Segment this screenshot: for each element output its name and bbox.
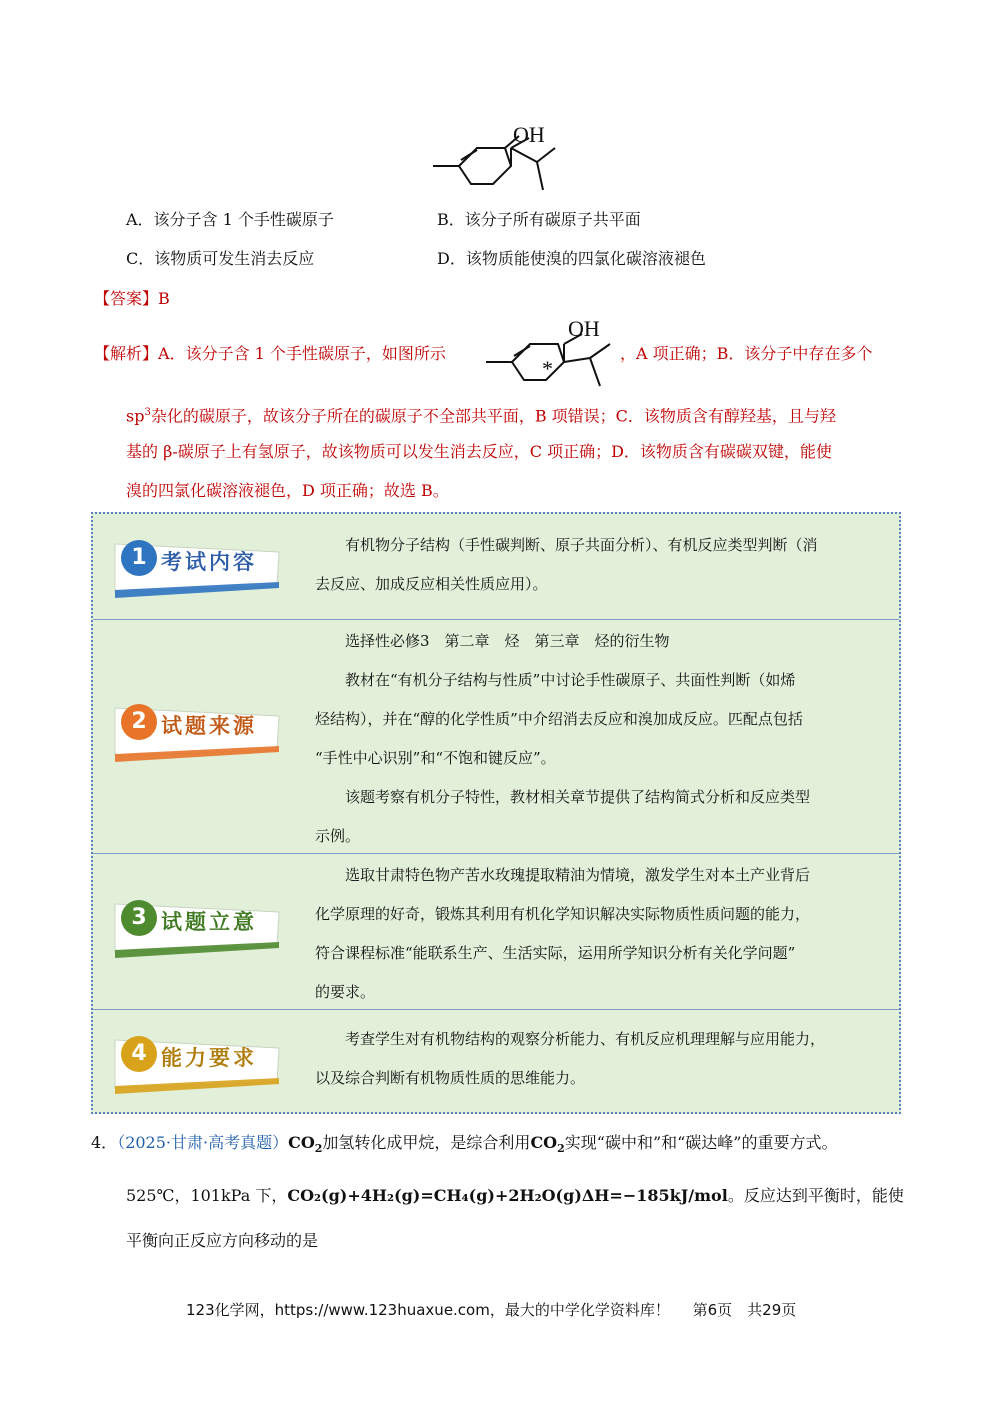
row-content [315, 526, 895, 604]
table-row-source [93, 619, 899, 853]
page-number: 第6页 共29页 [692, 1301, 797, 1319]
row-content-line: 有机物分子结构（手性碳判断、原子共面分析）、有机反应类型判断（消 [345, 536, 818, 554]
row-badge [111, 536, 281, 598]
chiral-star: * [542, 356, 553, 381]
co2-text-2: CO [530, 1133, 558, 1152]
analysis-line-2 [126, 393, 836, 435]
co2-subscript-2: 2 [557, 1142, 565, 1156]
co2-subscript: 2 [314, 1142, 323, 1156]
row-number: 2 [121, 704, 157, 740]
analysis-molecule [478, 312, 628, 394]
option-b: B．该分子所有碳原子共平面 [437, 210, 641, 229]
row-content-line: 选取甘肃特色物产苦水玫瑰提取精油为情境，激发学生对本土产业背后 [345, 866, 811, 884]
option-a: A．该分子含 1 个手性碳原子 [126, 210, 334, 229]
row-content-line: 的要求。 [315, 983, 376, 1001]
row-content [315, 1020, 895, 1098]
row-title: 能力要求 [161, 1046, 257, 1070]
row-badge [111, 1032, 281, 1094]
question-number: 4． [91, 1133, 118, 1152]
row-title: 试题立意 [161, 910, 257, 934]
info-table [91, 512, 901, 1114]
co2-text: CO [288, 1133, 315, 1152]
question-4-line-2 [126, 1183, 904, 1206]
row-content-line: 符合课程标准“能联系生产、生活实际，运用所学知识分析有关化学问题” [315, 944, 796, 962]
molecule-structure [425, 118, 575, 198]
row-content [315, 622, 895, 856]
analysis-line-4: 溴的四氯化碳溶液褪色，D 项正确；故选 B。 [126, 481, 449, 500]
row-content-line: 该题考察有机分子特性，教材相关章节提供了结构简式分析和反应类型 [345, 788, 811, 806]
footer [186, 1299, 796, 1320]
question-text-1: 加氢转化成甲烷，是综合利用 [322, 1133, 531, 1152]
row-content-line: 选择性必修3 第二章 烃 第三章 烃的衍生物 [345, 632, 670, 650]
table-row-intent [93, 853, 899, 1009]
row-content-line: 烃结构），并在“醇的化学性质”中介绍消去反应和溴加成反应。匹配点包括 [315, 710, 803, 728]
analysis-oh-label: OH [568, 316, 600, 341]
question-text-2: 实现“碳中和”和“碳达峰”的重要方式。 [564, 1133, 838, 1152]
option-d: D．该物质能使溴的四氯化碳溶液褪色 [437, 249, 706, 268]
row-badge [111, 896, 281, 958]
reaction-condition: 525℃，101kPa 下， [126, 1186, 288, 1205]
row-content-line: 教材在“有机分子结构与性质”中讨论手性碳原子、共面性判断（如烯 [345, 671, 796, 689]
answer-line [94, 286, 170, 309]
row-number: 3 [121, 900, 157, 936]
row-content-line: 考查学生对有机物结构的观察分析能力、有机反应机理理解与应用能力， [345, 1030, 826, 1048]
reaction-formula: CO₂(g)+4H₂(g)=CH₄(g)+2H₂O(g)ΔH=−185kJ/mol [287, 1186, 728, 1205]
row-title: 试题来源 [161, 714, 257, 738]
table-row-ability [93, 1009, 899, 1112]
sp-superscript: 3 [144, 407, 151, 418]
answer-label: 【答案】 [94, 289, 159, 308]
row-content [315, 856, 895, 1012]
analysis-part2: ，A 项正确；B．该分子中存在多个 [620, 344, 873, 363]
analysis-line-2-text: 杂化的碳原子，故该分子所在的碳原子不全部共平面，B 项错误；C．该物质含有醇羟基，且与羟 [150, 406, 836, 426]
row-number: 4 [121, 1036, 157, 1072]
question-text-3: 。反应达到平衡时，能使 [727, 1186, 904, 1205]
question-source: （2025·甘肃·高考真题） [117, 1133, 289, 1152]
footer-text: 123化学网，https://www.123huaxue.com，最大的中学化学资料库！ [186, 1301, 670, 1319]
row-badge [111, 700, 281, 762]
sp-text: sp [126, 406, 145, 426]
analysis-line-1 [94, 334, 446, 373]
table-row-exam-content [93, 514, 899, 619]
row-content-line: 示例。 [315, 827, 361, 845]
oh-label: OH [513, 122, 545, 147]
analysis-part1: A．该分子含 1 个手性碳原子，如图所示 [158, 344, 446, 363]
row-content-line: 以及综合判断有机物质性质的思维能力。 [315, 1069, 586, 1087]
option-c: C．该物质可发生消去反应 [126, 249, 315, 268]
row-title: 考试内容 [161, 550, 257, 574]
question-4-line-3: 平衡向正反应方向移动的是 [126, 1231, 319, 1250]
answer-value: B [158, 289, 170, 308]
row-number: 1 [121, 540, 157, 576]
row-content-line: “手性中心识别”和“不饱和键反应”。 [315, 749, 556, 767]
row-content-line: 化学原理的好奇，锻炼其利用有机化学知识解决实际物质性质问题的能力， [315, 905, 811, 923]
analysis-line-3: 基的 β-碳原子上有氢原子，故该物质可以发生消去反应，C 项正确；D．该物质含有碳碳双键，能使 [126, 442, 832, 461]
question-4-line-1 [91, 1130, 838, 1155]
row-content-line: 去反应、加成反应相关性质应用）。 [315, 575, 548, 593]
analysis-label: 【解析】 [94, 344, 159, 363]
